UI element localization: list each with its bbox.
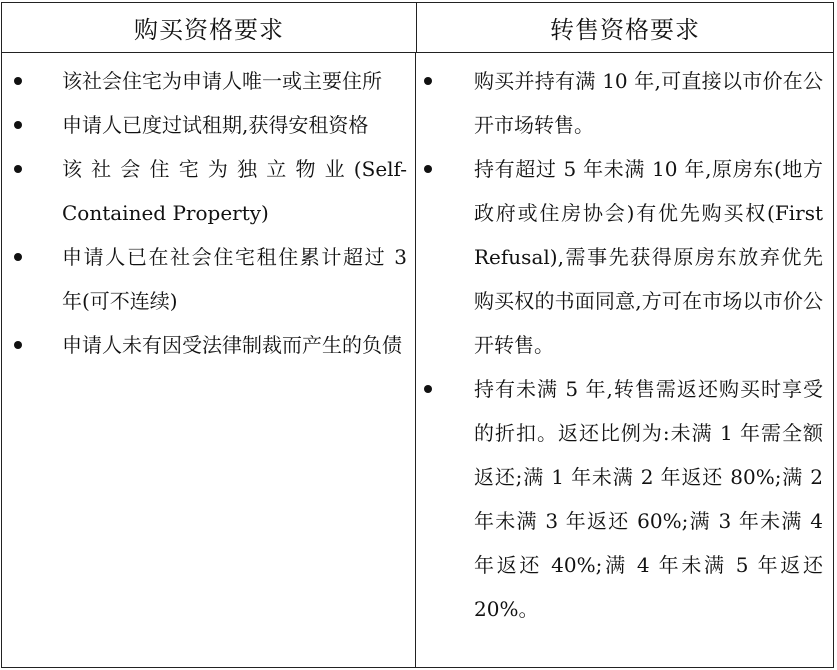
header-resale-requirements: 转售资格要求 <box>550 16 700 44</box>
list-item <box>416 59 833 147</box>
list-item <box>2 147 415 235</box>
table-body-row <box>2 53 833 667</box>
list-item-text: 购买并持有满 10 年,可直接以市价在公开市场转售。 <box>474 69 823 137</box>
bullet-icon <box>424 77 432 85</box>
purchase-requirements-column <box>2 53 416 667</box>
list-item <box>2 235 415 323</box>
list-item-text: 持有未满 5 年,转售需返还购买时享受的折扣。返还比例为:未满 1 年需全额返还;满 1 年未满 2 年返还 80%;满 2 年未满 3 年返还 60%;满 3 年未满 4 年返还 40%;满 4 年未满 5 年返还 20%。 <box>474 377 823 621</box>
header-purchase-requirements: 购买资格要求 <box>2 3 417 52</box>
list-item <box>416 367 833 631</box>
purchase-requirements-list <box>2 59 415 367</box>
list-item-text: 申请人未有因受法律制裁而产生的负债 <box>62 333 402 357</box>
table-header-row <box>2 3 833 53</box>
list-item <box>2 59 415 103</box>
requirements-table <box>1 2 834 668</box>
resale-requirements-column <box>416 53 833 667</box>
list-item <box>2 103 415 147</box>
bullet-icon <box>424 165 432 173</box>
list-item-text: 申请人已度过试租期,获得安租资格 <box>62 113 369 137</box>
list-item-text: 持有超过 5 年未满 10 年,原房东(地方政府或住房协会)有优先购买权(First Refusal),需事先获得原房东放弃优先购买权的书面同意,方可在市场以市价公开转售。 <box>474 157 823 357</box>
bullet-icon <box>14 77 22 85</box>
list-item-text: 该社会住宅为独立物业(Self-Contained Property) <box>62 157 407 225</box>
resale-requirements-list <box>416 59 833 631</box>
bullet-icon <box>424 385 432 393</box>
bullet-icon <box>14 341 22 349</box>
list-item <box>2 323 415 367</box>
list-item <box>416 147 833 367</box>
bullet-icon <box>14 165 22 173</box>
list-item-text: 申请人已在社会住宅租住累计超过 3 年(可不连续) <box>62 245 407 313</box>
list-item-text: 该社会住宅为申请人唯一或主要住所 <box>62 69 382 93</box>
bullet-icon <box>14 121 22 129</box>
bullet-icon <box>14 253 22 261</box>
